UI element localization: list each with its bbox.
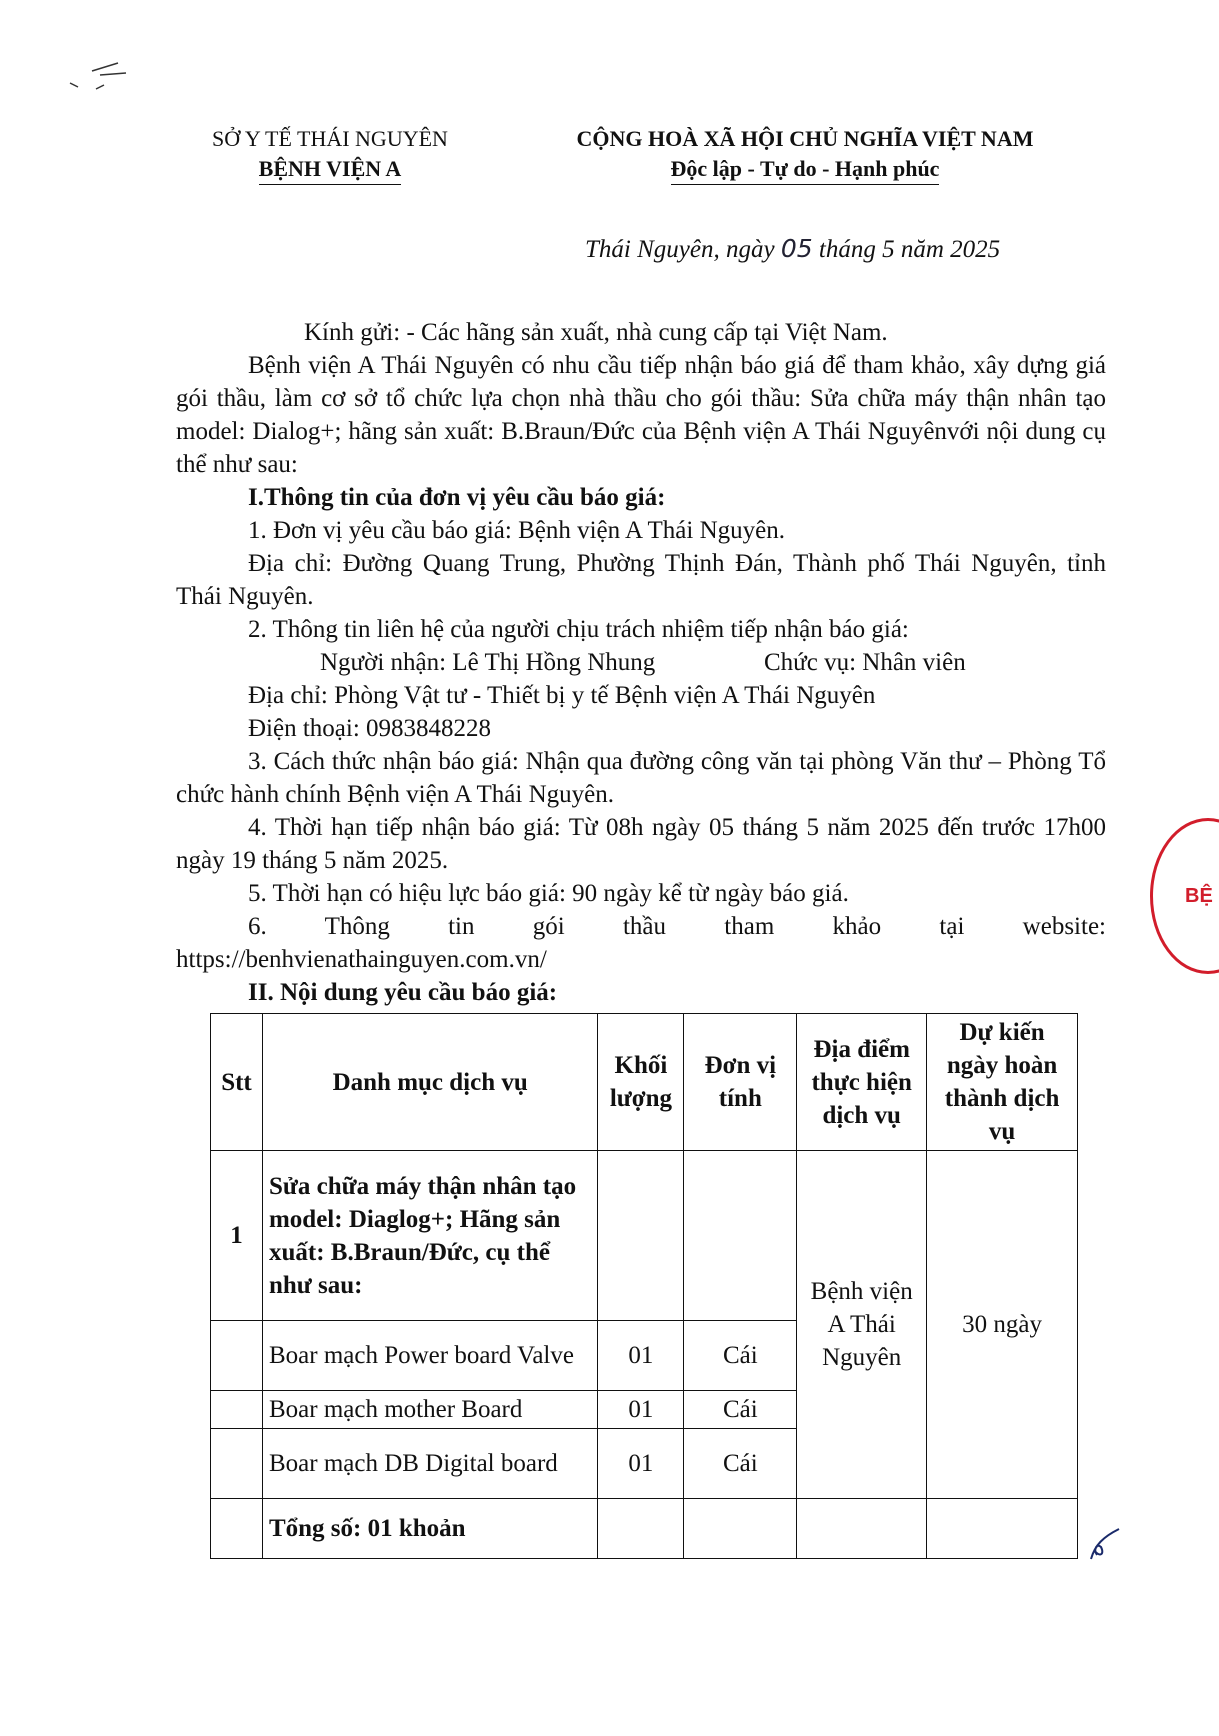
completion-time: 30 ngày [927,1151,1078,1499]
national-title: CỘNG HOÀ XÃ HỘI CHỦ NGHĨA VIỆT NAM [576,126,1034,151]
col-header-stt: Stt [211,1014,263,1151]
official-stamp-text: BỆ [1185,885,1213,907]
item2: 2. Thông tin liên hệ của người chịu trách nhiệm tiếp nhận báo giá: [248,616,909,643]
item-qty: 01 [598,1391,684,1429]
empty-cell [211,1499,263,1559]
col-header-service: Danh mục dịch vụ [262,1014,597,1151]
table-total-row [211,1499,1078,1559]
agency-header [180,124,480,185]
empty-cell [598,1499,684,1559]
date-prefix: Thái Nguyên, ngày [585,236,781,263]
date-suffix: tháng 5 năm 2025 [812,236,1001,263]
contact-address: Địa chỉ: Phòng Vật tư - Thiết bị y tế Bệnh viện A Thái Nguyên [248,682,876,709]
department-name: SỞ Y TẾ THÁI NGUYÊN [212,126,448,151]
document-body [176,316,1106,1009]
service-location: Bệnh viện A Thái Nguyên [797,1151,927,1499]
item-qty: 01 [598,1429,684,1499]
scan-mark [30,55,130,95]
quotation-table [210,1013,1078,1559]
national-motto: Độc lập - Tự do - Hạnh phúc [671,154,940,185]
col-header-completion: Dự kiến ngày hoàn thành dịch vụ [927,1014,1078,1151]
table-header-row [211,1014,1078,1151]
col-header-unit: Đơn vị tính [684,1014,797,1151]
item6: 6. Thông tin gói thầu tham khảo tại website: https://benhvienathainguyen.com.vn/ [176,913,1106,973]
item-name: Boar mạch Power board Valve [262,1321,597,1391]
document-date [585,234,1065,264]
group-stt: 1 [211,1151,263,1321]
recipient-position: Chức vụ: Nhân viên [764,649,966,676]
empty-cell [211,1321,263,1391]
item4: 4. Thời hạn tiếp nhận báo giá: Từ 08h ngày 05 tháng 5 năm 2025 đến trước 17h00 ngày 19 tháng 5 năm 2025. [176,814,1106,874]
empty-cell [211,1429,263,1499]
group-title: Sửa chữa máy thận nhân tạo model: Diaglog+; Hãng sản xuất: B.Braun/Đức, cụ thể như sau: [262,1151,597,1321]
item3: 3. Cách thức nhận báo giá: Nhận qua đường công văn tại phòng Văn thư – Phòng Tổ chức hành chính Bệnh viện A Thái Nguyên. [176,748,1106,808]
recipient-line: Kính gửi: - Các hãng sản xuất, nhà cung cấp tại Việt Nam. [304,319,888,346]
national-header [520,124,1090,185]
empty-cell [927,1499,1078,1559]
item-unit: Cái [684,1391,797,1429]
empty-cell [684,1499,797,1559]
recipient-name: Người nhận: Lê Thị Hồng Nhung [320,649,656,676]
handwritten-initial-mark [1085,1515,1135,1565]
address-paragraph: Địa chỉ: Đường Quang Trung, Phường Thịnh Đán, Thành phố Thái Nguyên, tỉnh Thái Nguyên. [176,550,1106,610]
col-header-quantity: Khối lượng [598,1014,684,1151]
item5: 5. Thời hạn có hiệu lực báo giá: 90 ngày kể từ ngày báo giá. [248,880,849,907]
recipient-row [176,646,1106,679]
section1-heading: I.Thông tin của đơn vị yêu cầu báo giá: [248,484,666,511]
empty-cell [211,1391,263,1429]
table-total: Tổng số: 01 khoản [262,1499,597,1559]
contact-phone: Điện thoại: 0983848228 [248,715,492,742]
empty-cell [684,1151,797,1321]
col-header-location: Địa điểm thực hiện dịch vụ [797,1014,927,1151]
item-name: Boar mạch DB Digital board [262,1429,597,1499]
item-name: Boar mạch mother Board [262,1391,597,1429]
item1: 1. Đơn vị yêu cầu báo giá: Bệnh viện A Thái Nguyên. [248,517,785,544]
intro-paragraph: Bệnh viện A Thái Nguyên có nhu cầu tiếp nhận báo giá để tham khảo, xây dựng giá gói thầu, làm cơ sở tổ chức lựa chọn nhà thầu cho gói thầu: Sửa chữa máy thận nhân tạo model: Dialog+; hãng sản xuất: B.Braun/Đức của Bệnh viện A Thái Nguyênvới nội dung cụ thể như sau: [176,352,1106,478]
item-unit: Cái [684,1321,797,1391]
empty-cell [797,1499,927,1559]
section2-heading: II. Nội dung yêu cầu báo giá: [248,979,558,1006]
empty-cell [598,1151,684,1321]
item-unit: Cái [684,1429,797,1499]
item-qty: 01 [598,1321,684,1391]
hospital-name: BỆNH VIỆN A [259,154,402,185]
table-row [211,1151,1078,1321]
date-day-handwritten: 05 [780,234,813,263]
